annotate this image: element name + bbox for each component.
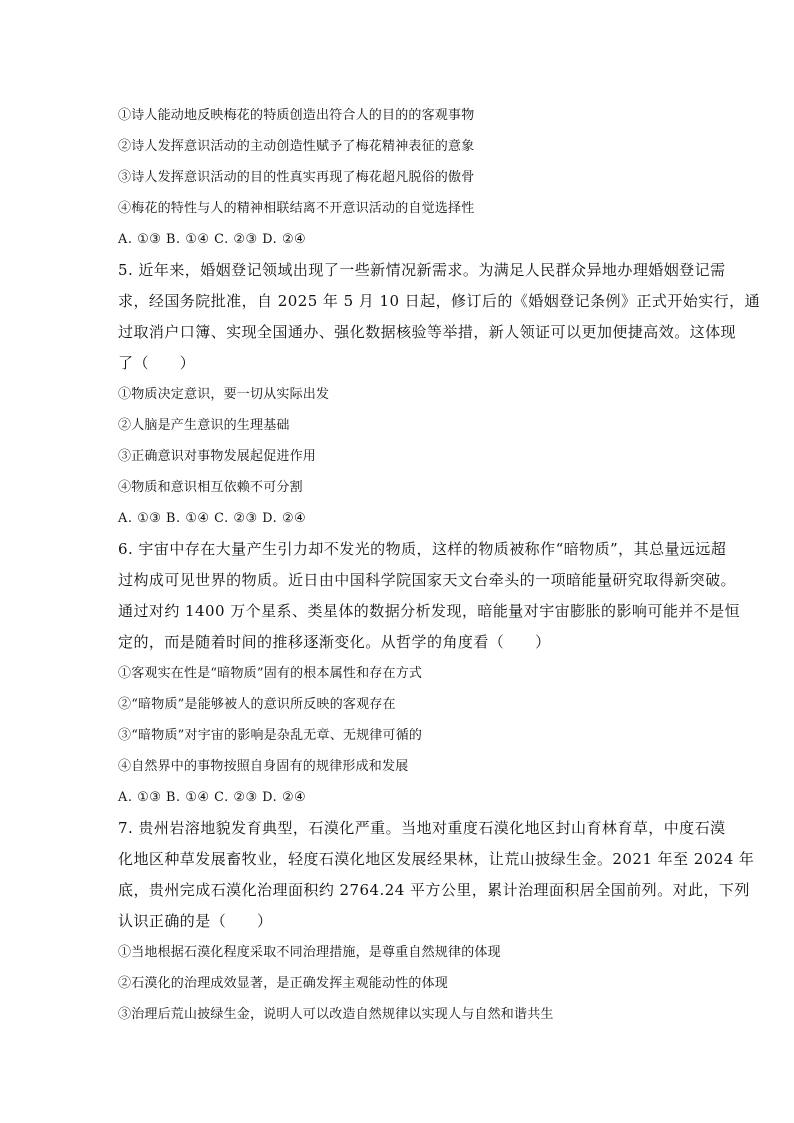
question-5-stem-line-4: 了（ ）	[118, 354, 196, 372]
question-5-answer-choices: A. ①③ B. ①④ C. ②③ D. ②④	[118, 511, 307, 526]
question-5-option-2: ②人脑是产生意识的生理基础	[118, 418, 290, 433]
question-6-stem-line-1: 6. 宇宙中存在大量产生引力却不发光的物质，这样的物质被称作“暗物质”，其总量远远超	[118, 540, 727, 558]
question-6-stem-line-4: 定的，而是随着时间的推移逐渐变化。从哲学的角度看（ ）	[118, 633, 551, 651]
question-5-option-3: ③正确意识对事物发展起促进作用	[118, 449, 317, 464]
question-5-stem-line-1: 5. 近年来，婚姻登记领域出现了一些新情况新需求。为满足人民群众异地办理婚姻登记需	[118, 261, 726, 279]
question-7-option-2: ②石漠化的治理成效显著，是正确发挥主观能动性的体现	[118, 976, 449, 991]
question-6-option-3: ③“暗物质”对宇宙的影响是杂乱无章、无规律可循的	[118, 728, 423, 743]
question-7-stem-line-4: 认识正确的是（ ）	[118, 912, 273, 930]
question-4-answer-choices: A. ①③ B. ①④ C. ②③ D. ②④	[118, 232, 307, 247]
question-4-option-3: ③诗人发挥意识活动的目的性真实再现了梅花超凡脱俗的傲骨	[118, 170, 475, 185]
question-5-option-1: ①物质决定意识，要一切从实际出发	[118, 387, 330, 402]
question-5-option-4: ④物质和意识相互依赖不可分割	[118, 480, 303, 495]
question-5-stem-line-2: 求，经国务院批准，自 2025 年 5 月 10 日起，修订后的《婚姻登记条例》正式开始实行，通	[118, 292, 761, 310]
question-7-block	[118, 813, 755, 1030]
question-6-option-2: ②“暗物质”是能够被人的意识所反映的客观存在	[118, 697, 396, 712]
exam-content	[118, 100, 761, 1030]
question-6-block	[118, 534, 741, 813]
question-6-answer-choices: A. ①③ B. ①④ C. ②③ D. ②④	[118, 790, 307, 805]
question-7-option-1: ①当地根据石漠化程度采取不同治理措施，是尊重自然规律的体现	[118, 945, 501, 960]
question-7-stem-line-3: 底，贵州完成石漠化治理面积约 2764.24 平方公里，累计治理面积居全国前列。对此，下列	[118, 881, 750, 899]
question-7-option-3: ③治理后荒山披绿生金，说明人可以改造自然规律以实现人与自然和谐共生	[118, 1007, 554, 1022]
question-4-option-4: ④梅花的特性与人的精神相联结离不开意识活动的自觉选择性	[118, 201, 475, 216]
question-6-stem-line-2: 过构成可见世界的物质。近日由中国科学院国家天文台牵头的一项暗能量研究取得新突破。	[118, 571, 737, 589]
question-7-stem-line-2: 化地区种草发展畜牧业，轻度石漠化地区发展经果林，让荒山披绿生金。2021 年至 2024 年	[118, 850, 755, 868]
question-6-stem-line-3: 通过对约 1400 万个星系、类星体的数据分析发现，暗能量对宇宙膨胀的影响可能并不是恒	[118, 602, 741, 620]
question-4-option-1: ①诗人能动地反映梅花的特质创造出符合人的目的的客观事物	[118, 108, 475, 123]
question-6-option-4: ④自然界中的事物按照自身固有的规律形成和发展	[118, 759, 409, 774]
question-4-option-2: ②诗人发挥意识活动的主动创造性赋予了梅花精神表征的意象	[118, 139, 475, 154]
question-6-option-1: ①客观实在性是“暗物质”固有的根本属性和存在方式	[118, 666, 423, 681]
question-5-block	[118, 255, 761, 534]
question-7-stem-line-1: 7. 贵州岩溶地貌发育典型，石漠化严重。当地对重度石漠化地区封山育林育草，中度石漠	[118, 819, 726, 837]
question-4-block	[118, 100, 684, 255]
question-5-stem-line-3: 过取消户口簿、实现全国通办、强化数据核验等举措，新人领证可以更加便捷高效。这体现	[118, 323, 737, 341]
